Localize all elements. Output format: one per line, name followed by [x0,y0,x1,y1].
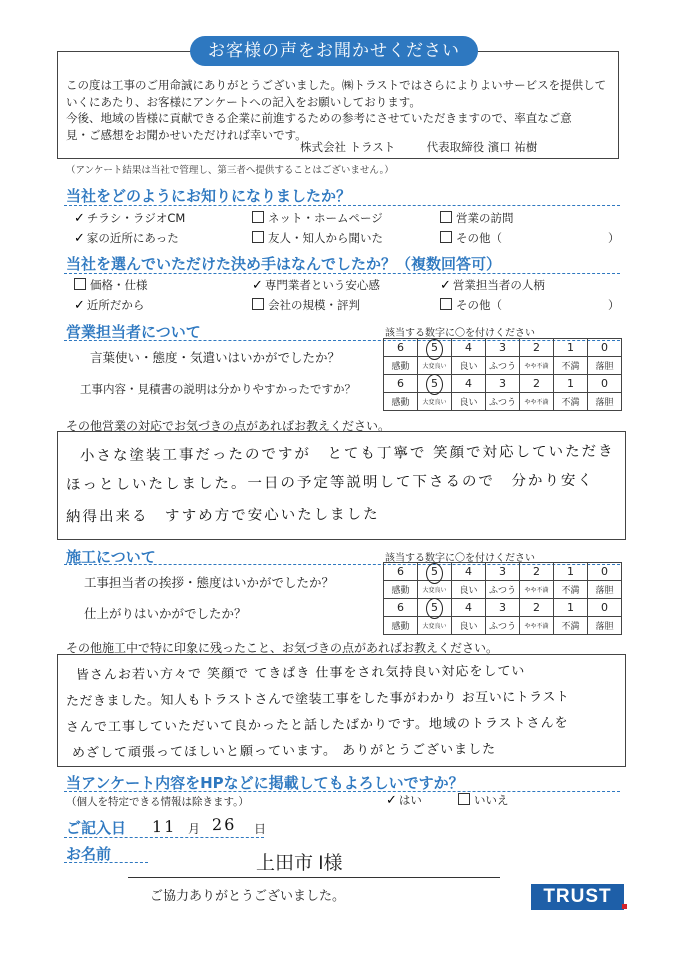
survey-title: お客様の声をお聞かせください [190,36,478,66]
sales-title: 営業担当者について [66,323,201,341]
rating-number[interactable]: 1 [554,339,588,357]
q2-option[interactable]: その他（ [440,297,502,313]
rating-label: 不満 [554,581,588,599]
checkbox-icon [440,298,452,310]
check-mark-icon: ✓ [440,278,451,293]
rating-number[interactable]: 5 [418,375,452,393]
rating-label: 不満 [554,617,588,635]
name-divider [64,862,148,863]
q1-title: 当社をどのようにお知りになりましたか？ [66,187,352,205]
rating-number[interactable]: 0 [588,375,622,393]
date-divider [64,837,264,838]
q2-option[interactable]: 会社の規模・評判 [252,297,360,313]
q2-option[interactable]: ✓ 近所だから [74,298,145,313]
publish-divider [64,791,620,792]
answer-circle-icon [426,598,443,619]
rating-number[interactable]: 4 [452,599,486,617]
rating-label: やや不満 [520,357,554,375]
construction-comment-line: めざして頑張ってほしいと願っています。 ありがとうございました [71,742,497,761]
date-month-label: 月 [188,822,201,836]
rating-label: ふつう [486,617,520,635]
sales-question-b: 工事内容・見積書の説明は分かりやすかったですか？ [80,382,356,396]
q1-option[interactable]: 営業の訪問 [440,210,514,226]
rating-label: ふつう [486,357,520,375]
checkbox-icon [458,793,470,805]
publish-question: 当アンケート内容をHPなどに掲載してもよろしいですか？ [66,774,464,792]
checkbox-icon [252,231,264,243]
rating-label: やや不満 [520,393,554,411]
rating-label: 大変良い [418,393,452,411]
rating-label: 感動 [384,581,418,599]
rating-label: ふつう [486,581,520,599]
sales-rating-table [383,338,622,411]
scale-caption: 該当する数字に〇を付けください [385,328,535,339]
q2-option[interactable]: ✓ 専門業者という安心感 [252,278,380,293]
rating-number[interactable]: 1 [554,375,588,393]
rating-label: 良い [452,581,486,599]
rating-number[interactable]: 5 [418,339,452,357]
privacy-note: （アンケート結果は当社で管理し、第三者へ提供することはございません。） [66,165,394,176]
rating-number[interactable]: 5 [418,563,452,581]
q1-option[interactable]: ✓ 家の近所にあった [74,231,179,246]
date-day-value[interactable]: 26 [211,814,237,835]
check-mark-icon: ✓ [252,278,263,293]
construction-question-b: 仕上がりはいかがでしたか？ [84,606,247,621]
rating-label: 大変良い [418,581,452,599]
rating-number[interactable]: 0 [588,339,622,357]
rating-number[interactable]: 6 [384,599,418,617]
rating-label: 不満 [554,357,588,375]
publish-yes-option[interactable]: ✓ はい [386,793,422,808]
rating-label: 良い [452,393,486,411]
check-mark-icon: ✓ [386,793,397,808]
q2-option[interactable]: 価格・仕様 [74,277,148,293]
construction-comment-line: ただきました。知人もトラストさんで塗装工事をした事がわかり お互いにトラスト [65,689,570,710]
rating-number[interactable]: 5 [418,599,452,617]
rating-label: 不満 [554,393,588,411]
checkbox-icon [252,298,264,310]
sales-question-a: 言葉使い・態度・気遣いはいかがでしたか？ [90,350,341,365]
rating-number[interactable]: 6 [384,339,418,357]
q1-close-paren: ） [608,231,620,245]
rating-number[interactable]: 3 [486,375,520,393]
rating-label: 落胆 [588,617,622,635]
q1-option[interactable]: 友人・知人から聞いた [252,230,383,246]
rating-number[interactable]: 2 [520,599,554,617]
rating-number[interactable]: 2 [520,339,554,357]
construction-rating-table [383,562,622,635]
publish-no-option[interactable]: いいえ [458,792,509,808]
rating-number[interactable]: 4 [452,563,486,581]
construction-comment-prompt: その他施工中で特に印象に残ったこと、お気づきの点があればお教えください。 [66,641,499,655]
checkbox-icon [252,211,264,223]
rating-number[interactable]: 1 [554,563,588,581]
q1-option[interactable]: その他（ [440,230,502,246]
rating-number[interactable]: 1 [554,599,588,617]
construction-comment-line: さんで工事していただいて良かったと話したばかりです。地域のトラストさんを [65,715,569,736]
rating-label: 落胆 [588,581,622,599]
check-mark-icon: ✓ [74,211,85,226]
rating-number[interactable]: 2 [520,375,554,393]
q1-option[interactable]: ネット・ホームページ [252,210,383,226]
rating-number[interactable]: 3 [486,339,520,357]
intro-text [66,77,616,143]
rating-number[interactable]: 3 [486,563,520,581]
date-month-value[interactable]: 11 [151,816,177,837]
publish-note: （個人を特定できる情報は除きます。） [66,796,249,808]
rating-label: 落胆 [588,357,622,375]
rating-label: 良い [452,617,486,635]
q2-title: 当社を選んでいただけた決め手はなんでしたか？（複数回答可） [66,255,502,273]
rating-label: 大変良い [418,357,452,375]
intro-line: この度は工事のご用命誠にありがとうございました。㈱トラストではさらによりよいサービスを提供して [66,78,607,92]
construction-comment-line: 皆さんお若い方々で 笑顔で てきぱき 仕事をされ気持良い対応をしてい [75,664,526,683]
q2-close-paren: ） [608,298,620,312]
q1-divider [64,205,620,206]
thanks-text: ご協力ありがとうございました。 [150,889,346,904]
intro-line: 今後、地域の皆様に貢献できる企業に前進するための参考にさせていただきますので、率直なご意 [66,111,572,125]
name-value[interactable]: 上田市 I様 [256,853,343,874]
rating-label: 良い [452,357,486,375]
rating-label: 落胆 [588,393,622,411]
logo-dot-icon [622,904,627,909]
construction-title: 施工について [66,548,156,566]
rating-label: やや不満 [520,581,554,599]
trust-logo: TRUST [531,884,624,910]
sales-comment-prompt: その他営業の対応でお気づきの点があればお教えください。 [66,419,391,433]
intro-line: いくにあたり、お客様にアンケートへの記入をお願いしております。 [66,94,421,109]
rating-label: やや不満 [520,617,554,635]
q1-option[interactable]: ✓ チラシ・ラジオCM [74,211,186,226]
construction-question-a: 工事担当者の挨拶・態度はいかがでしたか？ [84,575,335,590]
name-underline [128,877,500,878]
rating-number[interactable]: 6 [384,375,418,393]
intro-line: 見・ご感想をお聞かせいただければ幸いです。 [66,127,307,142]
q2-option[interactable]: ✓ 営業担当者の人柄 [440,278,545,293]
sales-comment-line: 納得出来る すすめ方で安心いたしました [65,506,380,526]
checkbox-icon [74,278,86,290]
rating-number[interactable]: 3 [486,599,520,617]
rating-number[interactable]: 6 [384,563,418,581]
answer-circle-icon [426,563,443,584]
checkbox-icon [440,211,452,223]
representative-name: 代表取締役 濱口 祐樹 [426,140,538,154]
check-mark-icon: ✓ [74,298,85,313]
check-mark-icon: ✓ [74,231,85,246]
sales-comment-line: 小さな塗装工事だったのですが とても丁寧で 笑顔で対応していただき [79,443,615,465]
rating-label: 感動 [384,357,418,375]
scale-caption: 該当する数字に〇を付けください [385,553,535,564]
rating-label: 感動 [384,617,418,635]
name-label: お名前 [66,845,112,863]
rating-number[interactable]: 4 [452,339,486,357]
answer-circle-icon [426,374,443,395]
company-name: 株式会社 トラスト [300,140,396,154]
company-signature [300,139,620,155]
date-day-label: 日 [254,822,267,836]
rating-number[interactable]: 0 [588,599,622,617]
checkbox-icon [440,231,452,243]
q2-divider [64,273,620,274]
rating-number[interactable]: 2 [520,563,554,581]
rating-label: 大変良い [418,617,452,635]
answer-circle-icon [426,339,443,360]
rating-label: 感動 [384,393,418,411]
sales-comment-line: ほっとしいたしました。一日の予定等説明して下さるので 分かり安く [65,472,595,494]
date-label: ご記入日 [66,819,127,837]
rating-label: ふつう [486,393,520,411]
rating-number[interactable]: 0 [588,563,622,581]
rating-number[interactable]: 4 [452,375,486,393]
